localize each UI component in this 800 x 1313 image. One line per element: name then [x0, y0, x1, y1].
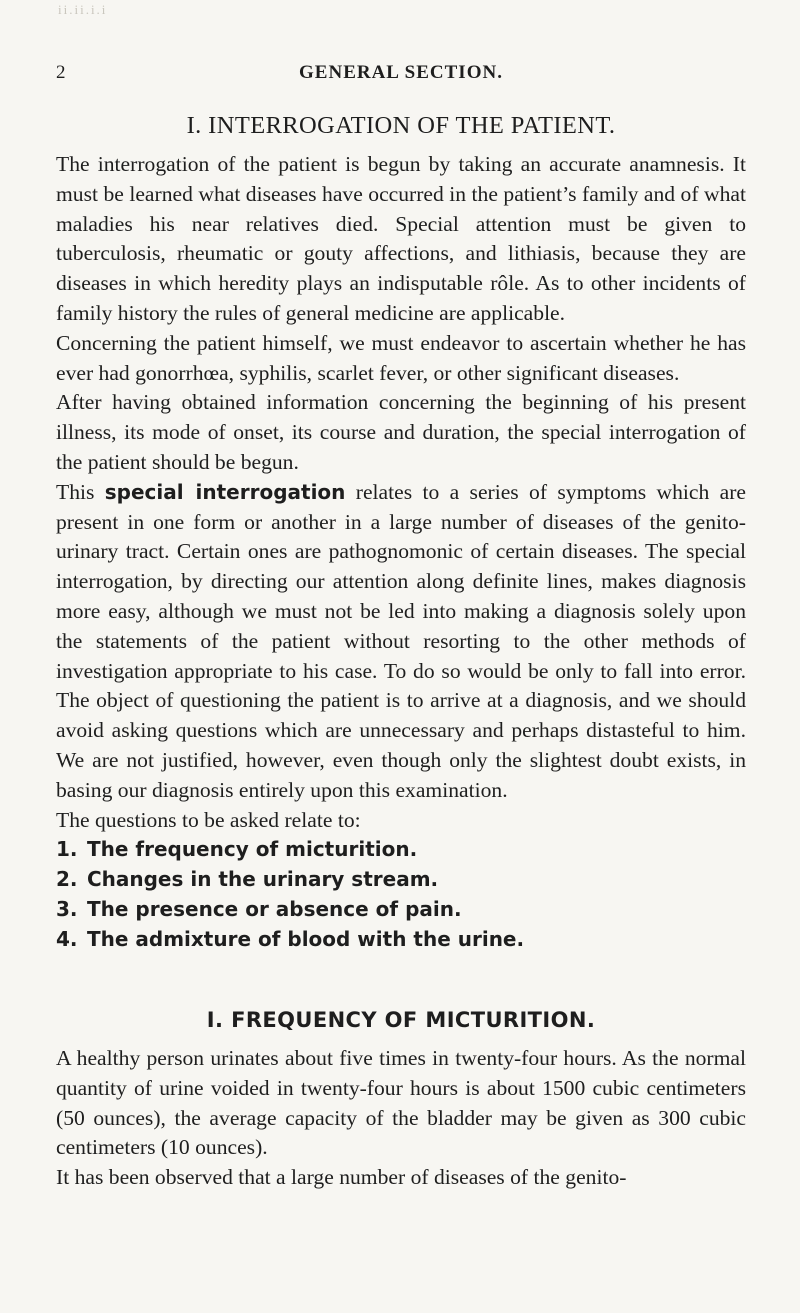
list-item-text: The frequency of micturition.: [86, 837, 418, 862]
section-body-frequency: [56, 1044, 746, 1193]
paragraph-prefix: This: [56, 479, 95, 504]
section-heading-interrogation: I. INTERROGATION OF THE PATIENT.: [186, 112, 616, 139]
section-heading-frequency: I. FREQUENCY OF MICTURITION.: [206, 1008, 596, 1032]
list-item: [56, 835, 746, 865]
paragraph: After having obtained information concerning the beginning of his present illness, its mode of onset, its course and duration, the special interrogation of the patient should be begun.: [56, 390, 746, 474]
list-item: [56, 925, 746, 955]
list-item-number: 4.: [56, 926, 78, 951]
paragraph: The interrogation of the patient is begun by taking an accurate anamnesis. It must be learned what diseases have occurred in the patient’s family and of what maladies his near relatives died. Special attention must be given to tuberculosis, rheumatic or gouty affections, and lithiasis, because they are diseases in which heredity plays an indisputable rôle. As to other incidents of family history the rules of general medicine are applicable.: [56, 152, 746, 325]
emphasis-special-interrogation: special interrogation: [104, 479, 346, 504]
scan-mark: ii.ii.i.i: [58, 2, 108, 17]
paragraph: A healthy person urinates about five times in twenty-four hours. As the normal quantity of urine voided in twenty-four hours is about 1500 cubic centimeters (50 ounces), the average capacity of the bladder may be given as 300 cubic centimeters (10 ounces).: [56, 1046, 746, 1160]
paragraph: Concerning the patient himself, we must endeavor to ascertain whether he has ever had gonorrhœa, syphilis, scarlet fever, or other significant diseases.: [56, 330, 746, 385]
question-list: [56, 835, 746, 954]
section-body-interrogation: [56, 150, 746, 955]
list-item-text: The admixture of blood with the urine.: [86, 926, 525, 951]
paragraph-rest: relates to a series of symptoms which are present in one form or another in a large number of diseases of the genito-urinary tract. Certain ones are pathognomonic of certain diseases. The special interrogation, by directing our attention along definite lines, makes diagnosis more easy, although we must not be led into making a diagnosis solely upon the statements of the patient without resorting to the other methods of investigation appropriate to his case. To do so would be only to fall into error. The object of questioning the patient is to arrive at a diagnosis, and we should avoid asking questions which are unnecessary and perhaps distasteful to him. We are not justified, however, even though only the slightest doubt exists, in basing our diagnosis entirely upon this examination.: [56, 479, 747, 802]
running-title: GENERAL SECTION.: [299, 62, 503, 83]
paragraph: The questions to be asked relate to:: [56, 807, 361, 832]
list-item-text: The presence or absence of pain.: [86, 896, 462, 921]
running-head: [56, 62, 746, 84]
list-item-number: 3.: [56, 896, 78, 921]
list-item-text: Changes in the urinary stream.: [86, 867, 439, 892]
list-item-number: 2.: [56, 867, 78, 892]
page-number: 2: [56, 62, 66, 83]
list-item: [56, 895, 746, 925]
list-item-number: 1.: [56, 837, 78, 862]
paragraph: It has been observed that a large number of diseases of the genito-: [56, 1165, 627, 1190]
list-item: [56, 865, 746, 895]
paragraph: [56, 478, 746, 806]
